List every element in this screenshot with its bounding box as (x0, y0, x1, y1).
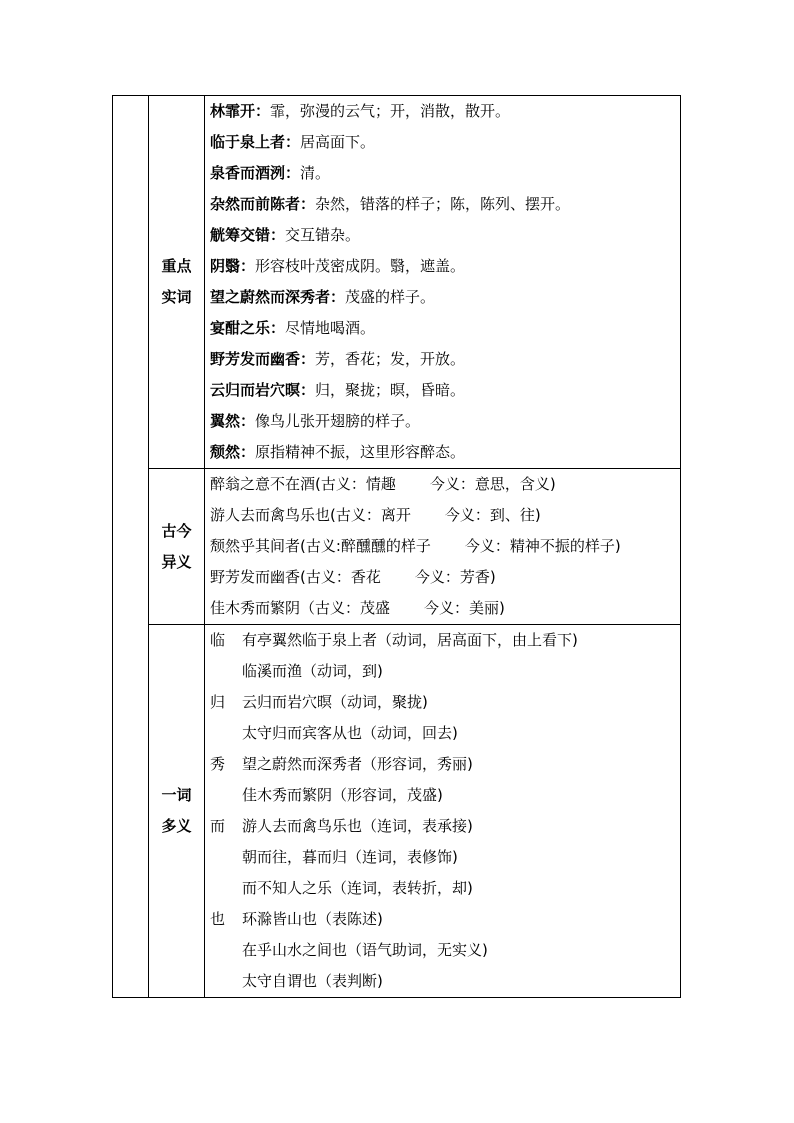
section-label-line: 多义 (161, 817, 192, 835)
headword: 也 (210, 910, 226, 928)
ancient-meaning: 醉翁之意不在酒(古义：情趣 (210, 475, 396, 493)
example: 游人去而禽鸟乐也（连词，表承接) (242, 817, 473, 835)
example: 佳木秀而繁阴（形容词，茂盛) (242, 786, 443, 804)
ancient-meaning: 颓然乎其间者(古义:醉醺醺的样子 (210, 537, 431, 555)
modern-meaning: 今义：美丽) (424, 599, 505, 617)
example: 望之蔚然而深秀者（形容词，秀丽) (242, 755, 473, 773)
term: 野芳发而幽香： (210, 350, 316, 368)
list-item (210, 904, 680, 935)
list-item (210, 500, 680, 531)
list-item (210, 873, 680, 904)
section-label-line: 一词 (161, 786, 192, 804)
section-label-line: 实词 (161, 288, 192, 306)
example: 太守自谓也（表判断) (242, 972, 383, 990)
term: 望之蔚然而深秀者： (210, 288, 346, 306)
section-label-line: 重点 (161, 257, 192, 275)
list-item (210, 189, 680, 220)
example: 环滁皆山也（表陈述) (242, 910, 383, 928)
definition: 芳，香花；发，开放。 (315, 350, 466, 368)
term: 阴翳： (210, 257, 256, 275)
list-item (210, 842, 680, 873)
term: 觥筹交错： (210, 226, 286, 244)
headword: 秀 (210, 755, 226, 773)
term: 宴酣之乐： (210, 319, 286, 337)
list-item (210, 966, 680, 997)
modern-meaning: 今义：到、往) (444, 506, 541, 524)
headword: 归 (210, 693, 226, 711)
definition: 清。 (300, 164, 331, 182)
list-item (210, 625, 680, 656)
definition: 霏，弥漫的云气；开，消散，散开。 (270, 102, 511, 120)
ancient-meaning: 佳木秀而繁阴（古义：茂盛 (210, 599, 391, 617)
term: 泉香而酒洌： (210, 164, 301, 182)
list-item (210, 313, 680, 344)
list-item (210, 158, 680, 189)
definition: 像鸟儿张开翅膀的样子。 (255, 412, 421, 430)
section-row-ancient-modern (113, 469, 681, 625)
list-item (210, 96, 680, 127)
section-row-key-words (113, 96, 681, 469)
term: 翼然： (210, 412, 256, 430)
notes-table (112, 95, 681, 998)
list-item (210, 251, 680, 282)
term: 云归而岩穴暝： (210, 381, 316, 399)
list-item (210, 437, 680, 468)
term: 颓然： (210, 443, 256, 461)
blank-column (113, 96, 149, 998)
ancient-meaning: 野芳发而幽香(古义：香花 (210, 568, 381, 586)
example: 太守归而宾客从也（动词，回去) (242, 724, 458, 742)
list-item (210, 375, 680, 406)
list-item (210, 344, 680, 375)
list-item (210, 935, 680, 966)
example: 临溪而渔（动词，到) (242, 662, 383, 680)
list-item (210, 749, 680, 780)
section-content (205, 96, 681, 469)
term: 杂然而前陈者： (210, 195, 316, 213)
ancient-meaning: 游人去而禽鸟乐也(古义：离开 (210, 506, 411, 524)
definition: 尽情地喝酒。 (285, 319, 376, 337)
list-item (210, 282, 680, 313)
example: 在乎山水之间也（语气助词，无实义) (242, 941, 488, 959)
list-item (210, 811, 680, 842)
section-label-line: 古今 (161, 521, 192, 540)
definition: 交互错杂。 (285, 226, 361, 244)
example: 朝而往，暮而归（连词，表修饰) (242, 848, 458, 866)
example: 云归而岩穴暝（动词，聚拢) (242, 693, 428, 711)
list-item (210, 531, 680, 562)
list-item (210, 562, 680, 593)
section-label (149, 625, 205, 998)
term: 临于泉上者： (210, 133, 301, 151)
list-item (210, 718, 680, 749)
definition: 茂盛的样子。 (345, 288, 436, 306)
list-item (210, 406, 680, 437)
modern-meaning: 今义：芳香) (414, 568, 496, 586)
modern-meaning: 今义：意思，含义) (429, 475, 556, 493)
example: 有亭翼然临于泉上者（动词，居高面下，由上看下) (242, 631, 578, 649)
definition: 归，聚拢；暝，昏暗。 (315, 381, 466, 399)
list-item (210, 469, 680, 500)
definition: 杂然，错落的样子；陈，陈列、摆开。 (315, 195, 571, 213)
term: 林霏开： (210, 102, 271, 120)
list-item (210, 127, 680, 158)
example: 而不知人之乐（连词，表转折，却) (242, 879, 473, 897)
headword: 临 (210, 631, 226, 649)
list-item (210, 220, 680, 251)
list-item (210, 687, 680, 718)
section-content (205, 469, 681, 625)
headword: 而 (210, 817, 226, 835)
definition: 居高面下。 (300, 133, 376, 151)
section-label-line: 异义 (161, 552, 192, 571)
modern-meaning: 今义：精神不振的样子) (464, 537, 621, 555)
list-item (210, 593, 680, 624)
section-label (149, 96, 205, 469)
definition: 原指精神不振，这里形容醉态。 (255, 443, 466, 461)
list-item (210, 656, 680, 687)
list-item (210, 780, 680, 811)
section-content (205, 625, 681, 998)
definition: 形容枝叶茂密成阴。翳，遮盖。 (255, 257, 466, 275)
section-row-polysemy (113, 625, 681, 998)
section-label (149, 469, 205, 625)
